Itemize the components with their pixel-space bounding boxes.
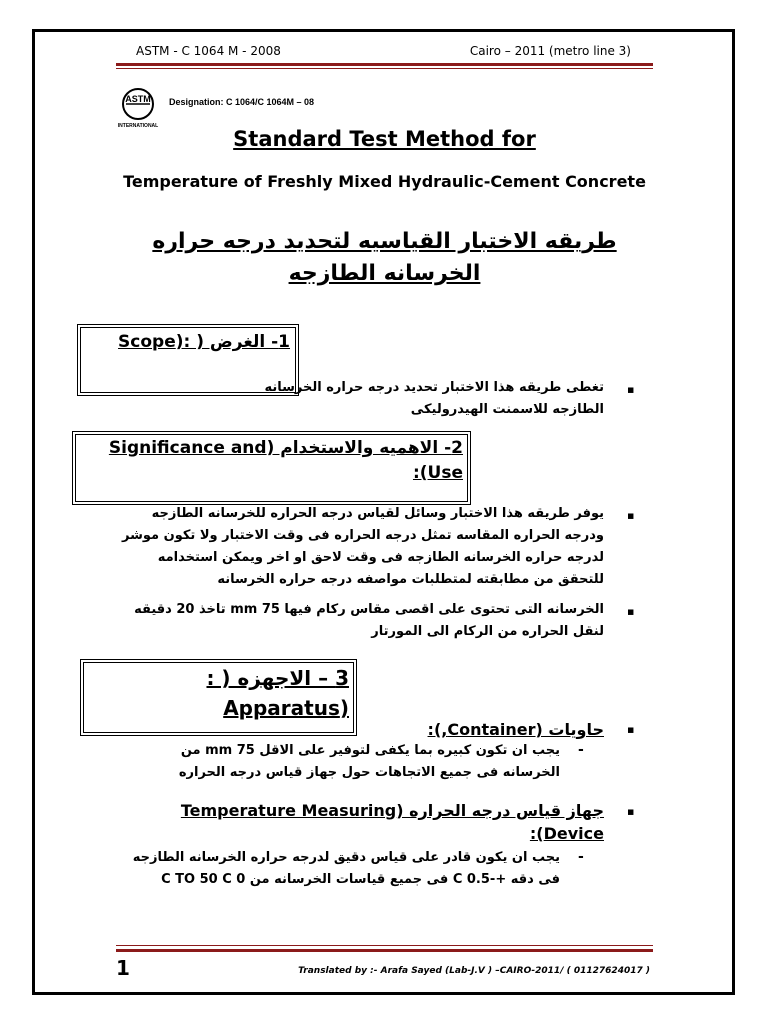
bullet-icon: ▪ bbox=[627, 805, 635, 818]
title-line-1: Standard Test Method for bbox=[233, 127, 536, 151]
scope-bullet-1: تغطى طريقه هذا الاختبار تحديد درجه حراره الخرسانه الطازجه للاسمنت الهيدروليكى bbox=[264, 380, 604, 417]
apparatus-item-2-label: جهاز قياس درجه الحراره (Temperature Measuring Device): bbox=[180, 801, 604, 843]
significance-bullet-1: يوفر طريقه هذا الاختبار وسائل لقياس درجه الحراره للخرسانه الطازجه ودرجه الحراره المقاسه تمثل درجه الحراره فى وقت الاختبار ولا تكون موشر لدرجه حراره الخرسانه الطازجه فى وقت لاحق او اخر ويمكن استخدامه للتحقق من مطابقته لمتطلبات مواصفه درجه حراره الخرسانه bbox=[122, 506, 604, 587]
header-right: Cairo – 2011 (metro line 3) bbox=[469, 44, 631, 58]
bullet-icon: ▪ bbox=[627, 605, 635, 618]
svg-text:INTERNATIONAL: INTERNATIONAL bbox=[118, 123, 159, 129]
header-left: ASTM - C 1064 M - 2008 bbox=[136, 44, 281, 58]
bullet-icon: ▪ bbox=[627, 383, 635, 396]
apparatus-heading: 3 – الاجهزه ( :(Apparatus bbox=[206, 666, 349, 720]
dash-marker: - bbox=[578, 849, 584, 865]
title-arabic: طريقه الاختبار القياسيه لتحديد درجه حراره الخرسانه الطازجه bbox=[152, 229, 617, 286]
page-number: 1 bbox=[116, 956, 130, 980]
apparatus-item-1-detail: يجب ان تكون كبيره بما يكفى لتوفير على الاقل 75 mm من الخرسانه فى جميع الاتجاهات حول جهاز قياس درجه الحراره bbox=[178, 743, 560, 780]
astm-logo-icon bbox=[118, 86, 162, 130]
header-rule-thick bbox=[116, 63, 653, 66]
title-line-2: Temperature of Freshly Mixed Hydraulic-Cement Concrete bbox=[123, 172, 646, 191]
header-rule-thin bbox=[116, 68, 653, 69]
footer-translator: Translated by :- Arafa Sayed (Lab-J.V ) –CAIRO-2011/ ( 01127624017 ) bbox=[298, 966, 650, 976]
apparatus-item-2-detail: يجب ان يكون قادر على قياس دقيق لدرجه حراره الخرسانه الطازجه فى دقه +-0.5 C فى جميع قياسات الخرسانه من 0 C TO 50 C bbox=[132, 850, 560, 887]
significance-bullet-2: الخرسانه التى تحتوى على اقصى مقاس ركام فيها 75 mm تاخذ 20 دقيقه لنقل الحراره من الركام الى المورتار bbox=[134, 602, 604, 639]
significance-heading: 2- الاهميه والاستخدام (Significance and Use): bbox=[108, 438, 463, 483]
footer-rule-thin bbox=[116, 945, 653, 946]
designation-label: Designation: C 1064/C 1064M – 08 bbox=[169, 97, 315, 107]
svg-text:ASTM: ASTM bbox=[125, 94, 151, 104]
footer-rule-thick bbox=[116, 949, 653, 952]
dash-marker: - bbox=[578, 742, 584, 758]
scope-heading: 1- الغرض ( :(Scope bbox=[118, 332, 290, 352]
bullet-icon: ▪ bbox=[627, 723, 635, 736]
bullet-icon: ▪ bbox=[627, 509, 635, 522]
apparatus-item-1-label: حاويات (Container,): bbox=[427, 720, 604, 739]
